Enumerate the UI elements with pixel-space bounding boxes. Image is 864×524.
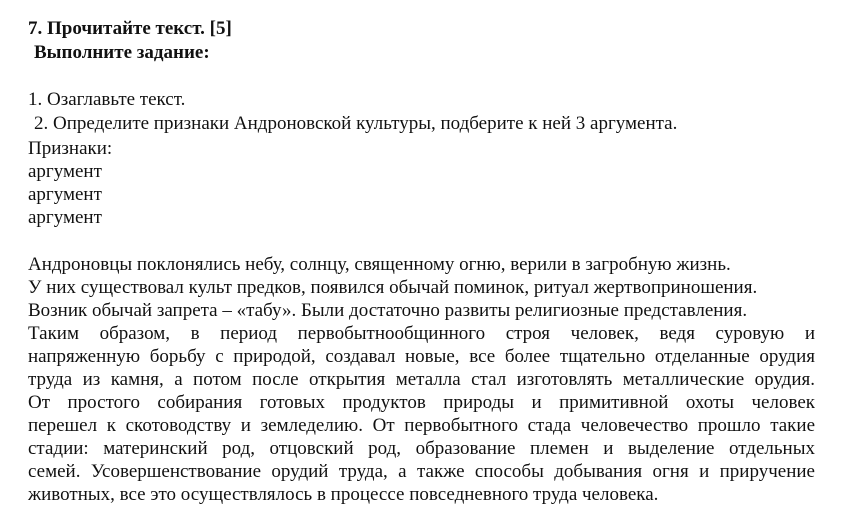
task-item-1: 1. Озаглавьте текст. — [28, 89, 186, 110]
text-line-5: напряженную борьбу с природой, создавал новые, все более тщательно отделанные орудия — [28, 346, 815, 367]
text-line-9: стадии: материнский род, отцовский род, образование племен и выделение отдельных — [28, 438, 815, 459]
signs-label: Признаки: — [28, 138, 113, 159]
text-line-11: животных, все это осуществлялось в процессе повседневного труда человека. — [28, 484, 659, 505]
task-item-2: 2. Определите признаки Андроновской культуры, подберите к ней 3 аргумента. — [34, 113, 678, 134]
text-line-4: Таким образом, в период первобытнообщинного строя человек, ведя суровую и — [28, 323, 815, 344]
text-line-10: семей. Усовершенствование орудий труда, а также способы добывания огня и приручение — [28, 461, 815, 482]
task-subtitle: Выполните задание: — [34, 42, 210, 63]
argument-2: аргумент — [28, 184, 102, 205]
text-line-6: труда из камня, а потом после открытия металла стал изготовлять металлические орудия. — [28, 369, 815, 390]
text-line-7: От простого собирания готовых продуктов природы и примитивной охоты человек — [28, 392, 815, 413]
text-line-2: У них существовал культ предков, появился обычай поминок, ритуал жертвоприношения. — [28, 277, 758, 298]
text-line-3: Возник обычай запрета – «табу». Были достаточно развиты религиозные представления. — [28, 300, 748, 321]
text-line-1: Андроновцы поклонялись небу, солнцу, священному огню, верили в загробную жизнь. — [28, 254, 731, 275]
argument-1: аргумент — [28, 161, 102, 182]
argument-3: аргумент — [28, 207, 102, 228]
text-line-8: перешел к скотоводству и земледелию. От первобытного стада человечество прошло такие — [28, 415, 815, 436]
task-title: 7. Прочитайте текст. [5] — [28, 18, 232, 39]
